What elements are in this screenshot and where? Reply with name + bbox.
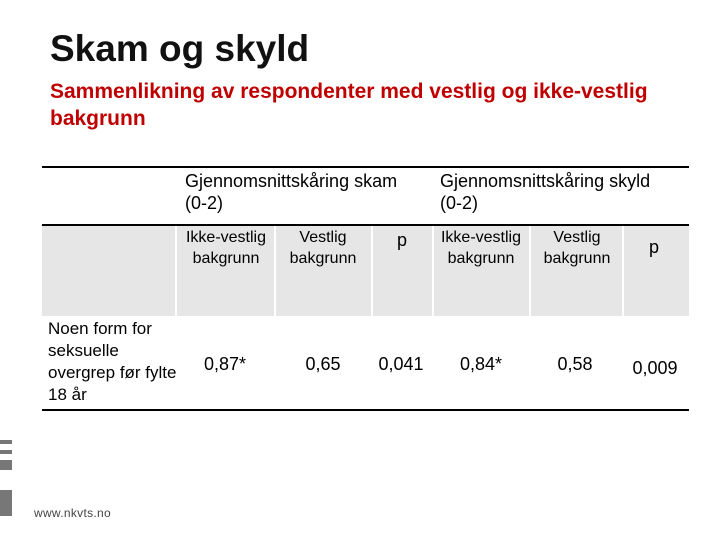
group-header-skyld: Gjennomsnittskåring skyld (0-2) <box>440 171 651 213</box>
table-bottom-rule <box>42 409 689 411</box>
value-skam-p: 0,041 <box>378 354 424 374</box>
row-label: Noen form for seksuelle overgrep før fylte 18 år <box>48 319 177 404</box>
value-skam-ikke-vestlig: 0,87* <box>203 354 247 374</box>
slide-title: Skam og skyld <box>50 28 310 69</box>
subheader-skam-p: p <box>396 230 407 250</box>
subheader-skyld-ikke-vestlig: Ikke-vestlig bakgrunn <box>440 229 522 267</box>
value-skam-vestlig: 0,65 <box>305 354 341 374</box>
website-link[interactable]: www.nkvts.no <box>34 506 111 520</box>
subheader-skam-ikke-vestlig: Ikke-vestlig bakgrunn <box>185 229 267 267</box>
value-skyld-ikke-vestlig: 0,84* <box>459 354 503 374</box>
slide-subtitle: Sammenlikning av respondenter med vestlig og ikke-vestlig bakgrunn <box>50 80 648 130</box>
group-header-skam: Gjennomsnittskåring skam (0-2) <box>185 171 398 213</box>
value-skyld-p: 0,009 <box>632 358 678 378</box>
table-top-rule <box>42 166 689 168</box>
subheader-skyld-vestlig: Vestlig bakgrunn <box>543 229 611 267</box>
subheader-skam-vestlig: Vestlig bakgrunn <box>289 229 357 267</box>
value-skyld-vestlig: 0,58 <box>557 354 593 374</box>
subheader-skyld-p: p <box>648 237 659 257</box>
